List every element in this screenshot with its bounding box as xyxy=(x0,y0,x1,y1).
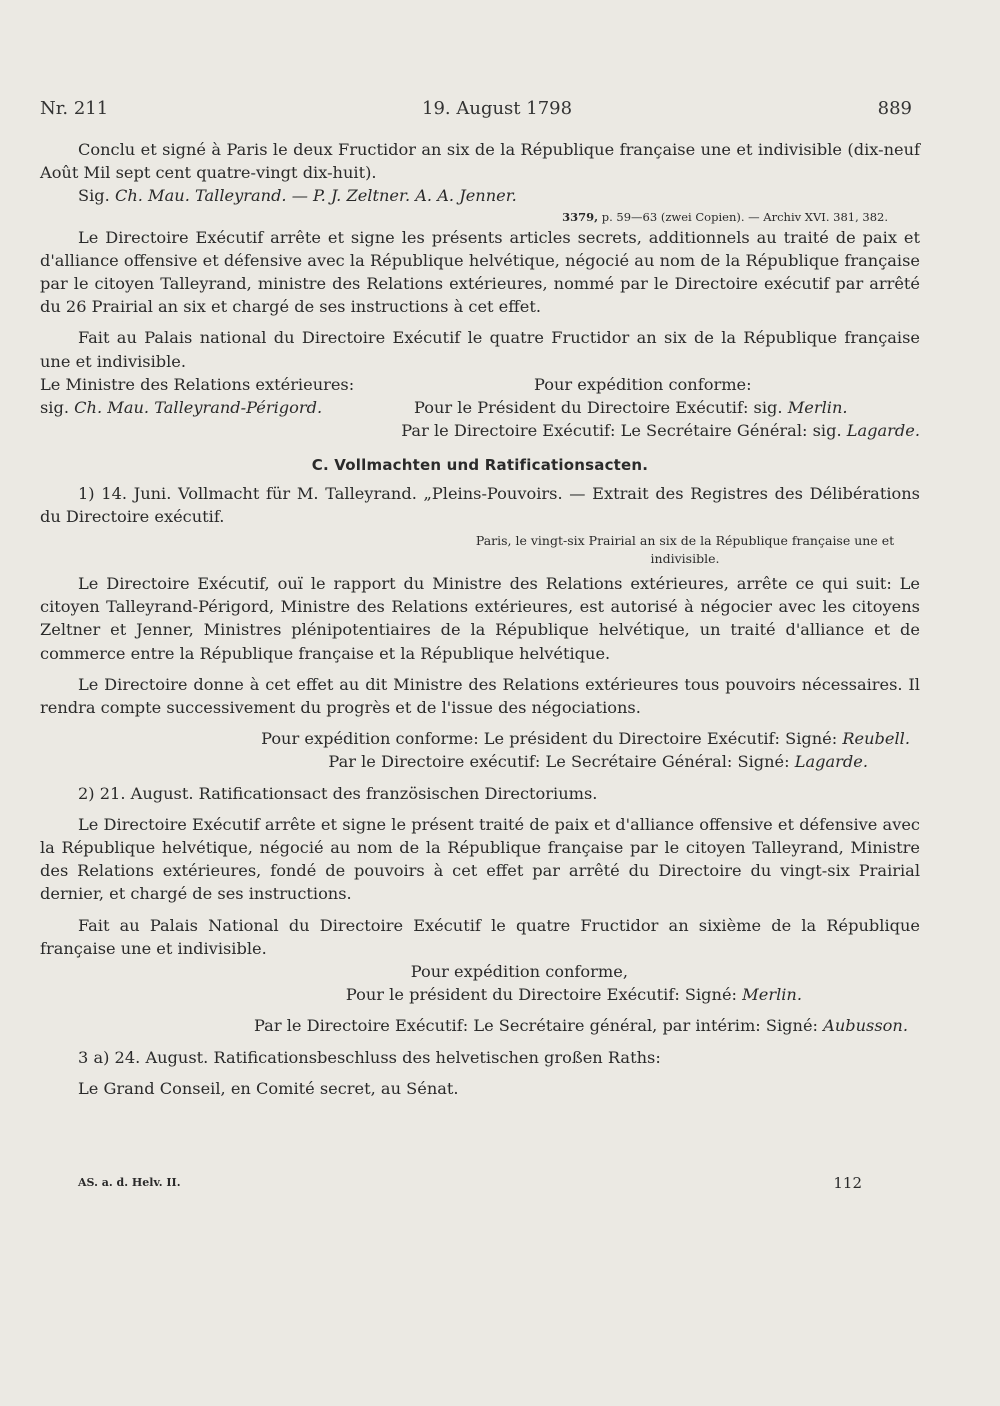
source-number: 3379, xyxy=(562,209,599,224)
president-signature: Pour le Président du Directoire Exécutif: sig. Merlin. xyxy=(414,398,848,418)
secretary-signature: Par le Directoire Exécutif: Le Secrétaire Général: sig. Lagarde. xyxy=(401,421,920,441)
signature-row-1 xyxy=(40,373,920,396)
document-body xyxy=(40,138,920,1100)
minister-title: Le Ministre des Relations extérieures: xyxy=(40,374,355,394)
page-footer xyxy=(78,1174,862,1194)
signature-row-3 xyxy=(40,419,920,442)
item-1-signature-2: Par le Directoire exécutif: Le Secrétaire Général: Signé: Lagarde. xyxy=(328,752,868,772)
source-reference xyxy=(40,208,888,226)
item-2-signature-3: Par le Directoire Exécutif: Le Secrétaire général, par intérim: Signé: Aubusson. xyxy=(254,1016,908,1036)
item-1-paragraph-2: Le Directoire donne à cet effet au dit Ministre des Relations extérieures tous pouvoirs nécessaires. Il rendra compte successivement du progrès et de l'issue des négociations. xyxy=(40,674,920,718)
source-text: p. 59—63 (zwei Copien). — Archiv XVI. 381, 382. xyxy=(601,209,888,224)
item-1-heading: 1) 14. Juni. Vollmacht für M. Talleyrand. „Pleins-Pouvoirs. — Extrait des Registres des Délibérations du Directoire exécutif. xyxy=(40,483,920,526)
item-2-signature-1: Pour expédition conforme, xyxy=(410,962,628,982)
minister-signature: sig. Ch. Mau. Talleyrand-Périgord. xyxy=(40,398,323,418)
conforme-label: Pour expédition conforme: xyxy=(534,374,752,394)
item-3-line: Le Grand Conseil, en Comité secret, au Sénat. xyxy=(78,1078,459,1098)
item-1-paragraph-1: Le Directoire Exécutif, ouï le rapport du Ministre des Relations extérieures, arrête ce qui suit: Le citoyen Talleyrand-Périgord, Ministre des Relations extérieures, est autorisé à négocier avec les citoyens Zeltner et Jenner, Ministres plénipotentiaires de la République helvétique, un traité d'alliance et de commerce entre la République française et la République helvétique. xyxy=(40,574,920,663)
header-date: 19. August 1798 xyxy=(422,98,573,119)
item-2-signature-2: Pour le président du Directoire Exécutif: Signé: Merlin. xyxy=(345,985,802,1005)
signature-line xyxy=(40,184,920,207)
secret-articles-paragraph: Le Directoire Exécutif arrête et signe les présents articles secrets, additionnels au traité de paix et d'alliance offensive et défensive avec la République helvétique, négocié au nom de la République française par le citoyen Talleyrand, ministre des Relations extérieures, nommé par le Directoire exécutif par arrêté du 26 Prairial an six et chargé de ses instructions à cet effet. xyxy=(40,227,920,317)
page-header xyxy=(40,98,912,124)
item-1-place-date: Paris, le vingt-six Prairial an six de la République française une et indivisible. xyxy=(475,533,895,566)
item-3-heading: 3 a) 24. August. Ratificationsbeschluss des helvetischen großen Raths: xyxy=(78,1047,661,1067)
signature-row-2 xyxy=(40,396,920,419)
conclusion-paragraph: Conclu et signé à Paris le deux Fructidor an six de la République française une et indivisible (dix-neuf Août Mil sept cent quatre-vingt dix-huit). xyxy=(40,140,920,183)
document-number: Nr. 211 xyxy=(40,98,109,119)
footer-sheet-number: 112 xyxy=(833,1174,862,1192)
footer-collection-reference: AS. a. d. Helv. II. xyxy=(78,1176,181,1189)
section-title: C. Vollmachten und Ratificationsacten. xyxy=(311,456,649,475)
page-number: 889 xyxy=(877,98,912,119)
done-at-paragraph: Fait au Palais national du Directoire Exécutif le quatre Fructidor an six de la République française une et indivisible. xyxy=(40,328,920,371)
signatory-names: Ch. Mau. Talleyrand. — P. J. Zeltner. A. A. Jenner. xyxy=(114,186,517,206)
item-2-paragraph-2: Fait au Palais National du Directoire Exécutif le quatre Fructidor an sixième de la République française une et indivisible. xyxy=(40,915,920,958)
item-2-paragraph-1: Le Directoire Exécutif arrête et signe le présent traité de paix et d'alliance offensive et défensive avec la République helvétique, négocié au nom de la République française par le citoyen Talleyrand, Ministre des Relations extérieures, fondé de pouvoirs à cet effet par arrêté du Directoire du vingt-six Prairial dernier, et chargé de ses instructions. xyxy=(40,814,920,904)
item-1-signature-1: Pour expédition conforme: Le président du Directoire Exécutif: Signé: Reubell. xyxy=(261,729,910,749)
item-2-heading: 2) 21. August. Ratificationsact des französischen Directoriums. xyxy=(78,783,598,803)
signature-prefix: Sig. xyxy=(78,186,110,206)
